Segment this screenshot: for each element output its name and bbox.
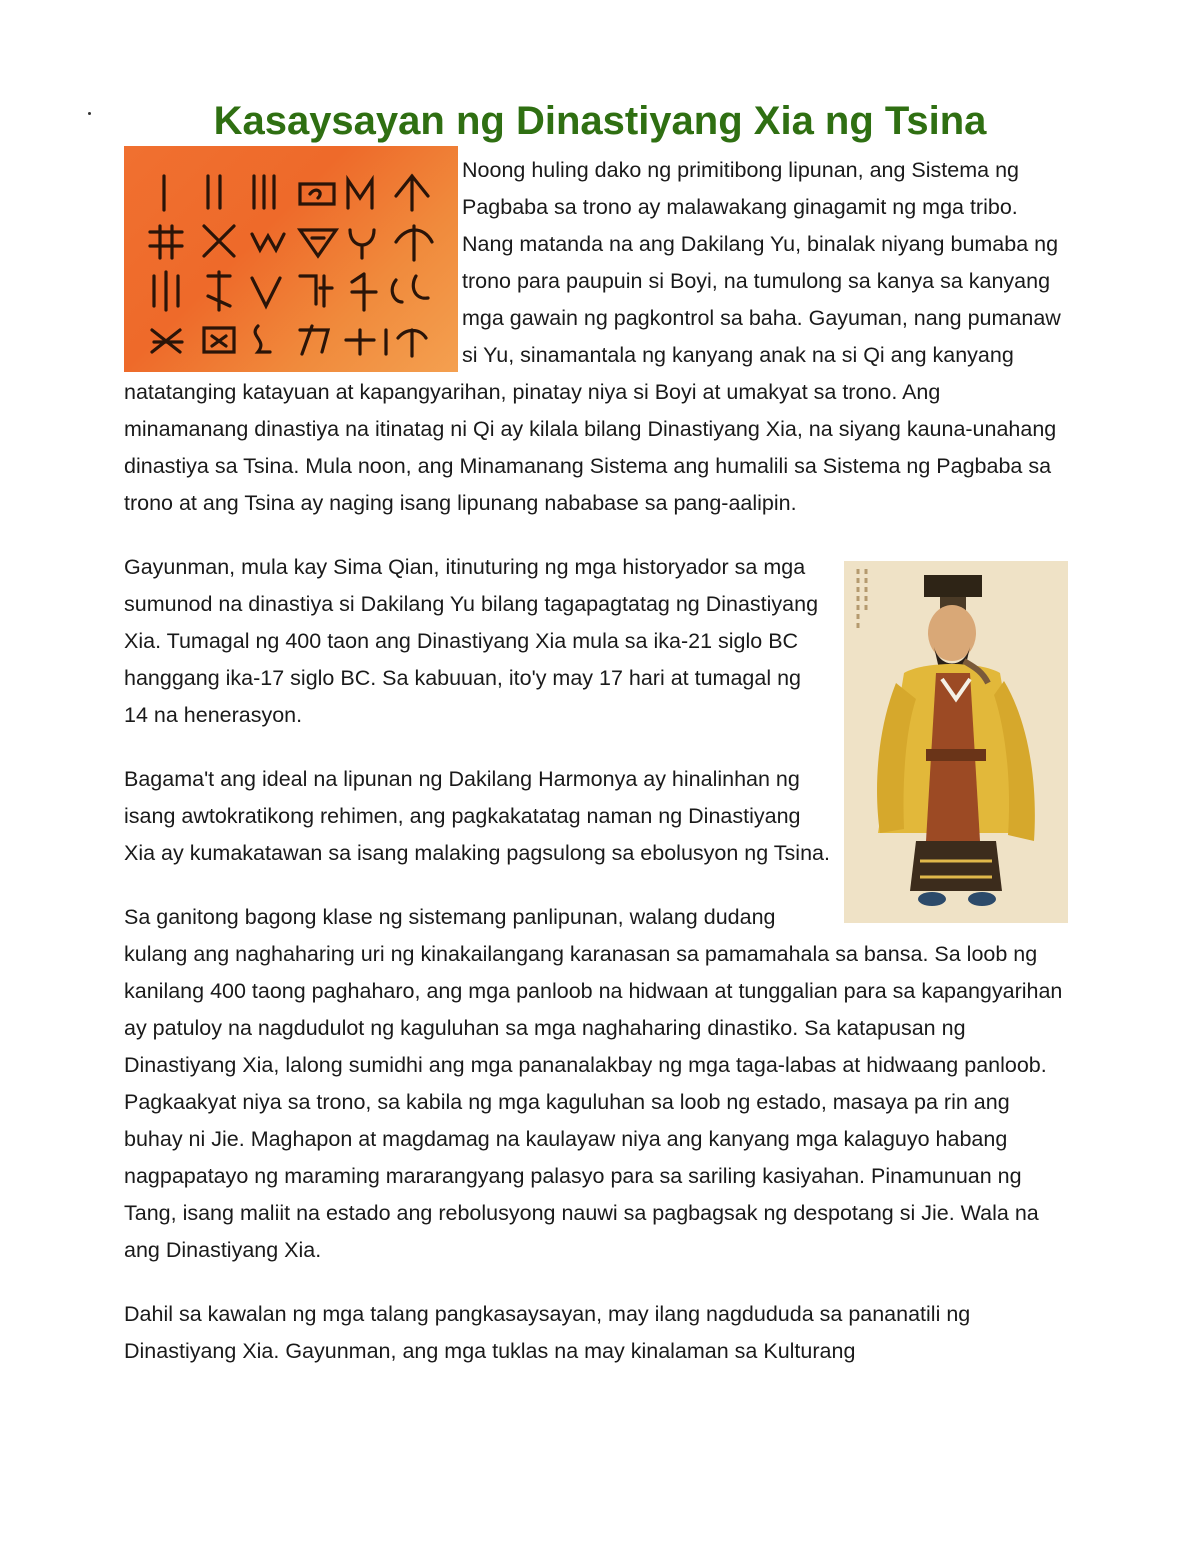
paragraph-4: Sa ganitong bagong klase ng sistemang panlipunan, walang dudang kulang ang naghaharing uri ng kinakailangang karanasan sa pamamahala sa bansa. Sa loob ng kanilang 400 taong paghaharo, ang mga panloob na hidwaan at tunggalian para sa kapangyarihan ay patuloy na nagdudulot ng kaguluhan sa mga naghaharing dinastiko. Sa katapusan ng Dinastiyang Xia, lalong sumidhi ang mga pananalakbay ng mga taga-labas at hidwaang panloob. Pagkaakyat niya sa trono, sa kabila ng mga kaguluhan sa loob ng estado, masaya pa rin ang buhay ni Jie. Maghapon at magdamag na kaulayaw niya ang kanyang mga kalaguyo habang nagpapatayo ng maraming mararangyang palasyo para sa sariling kasiyahan. Pinamunuan ng Tang, isang maliit na estado ang rebolusyong nauwi sa pagbagsak ng despotang si Jie. Wala na ang Dinastiyang Xia. <box>124 905 1063 1262</box>
paragraph-3: Bagama't ang ideal na lipunan ng Dakilang Harmonya ay hinalinhan ng isang awtokratikong rehimen, ang pagkakatatag naman ng Dinastiyang Xia ay kumakatawan sa isang malaking pagsulong sa ebolusyon ng Tsina. <box>124 767 830 865</box>
document-body <box>124 152 1068 1397</box>
paragraph-1: Noong huling dako ng primitibong lipunan, ang Sistema ng Pagbaba sa trono ay malawakang ginagamit ng mga tribo. Nang matanda na ang Dakilang Yu, binalak niyang bumaba ng trono para paupuin si Boyi, na tumulong sa kanya sa kanyang mga gawain ng pagkontrol sa baha. Gayuman, nang pumanaw si Yu, sinamantala ng kanyang anak na si Qi ang kanyang natatanging katayuan at kapangyarihan, pinatay niya si Boyi at umakyat sa trono. Ang minamanang dinastiya na itinatag ni Qi ay kilala bilang Dinastiyang Xia, na siyang kauna-unahang dinastiya sa Tsina. Mula noon, ang Minamanang Sistema ang humalili sa Sistema ng Pagbaba sa trono at ang Tsina ay naging isang lipunang nababase sa pang-aalipin. <box>124 158 1061 515</box>
page-title: Kasaysayan ng Dinastiyang Xia ng Tsina <box>213 98 987 143</box>
ancient-script-image <box>124 146 458 372</box>
paragraph-2 <box>124 549 1068 734</box>
paragraph-2-text: Gayunman, mula kay Sima Qian, itinuturing ng mga historyador sa mga sumunod na dinastiya si Dakilang Yu bilang tagapagtatag ng Dinastiyang Xia. Tumagal ng 400 taon ang Dinastiyang Xia mula sa ika-21 siglo BC hanggang ika-17 siglo BC. Sa kabuuan, ito'y may 17 hari at tumagal ng 14 na henerasyon. <box>124 555 819 727</box>
paragraph-5: Dahil sa kawalan ng mga talang pangkasaysayan, may ilang nagdududa sa pananatili ng Dinastiyang Xia. Gayunman, ang mga tuklas na may kinalaman sa Kulturang <box>124 1302 971 1363</box>
emperor-portrait-image <box>844 561 1068 923</box>
